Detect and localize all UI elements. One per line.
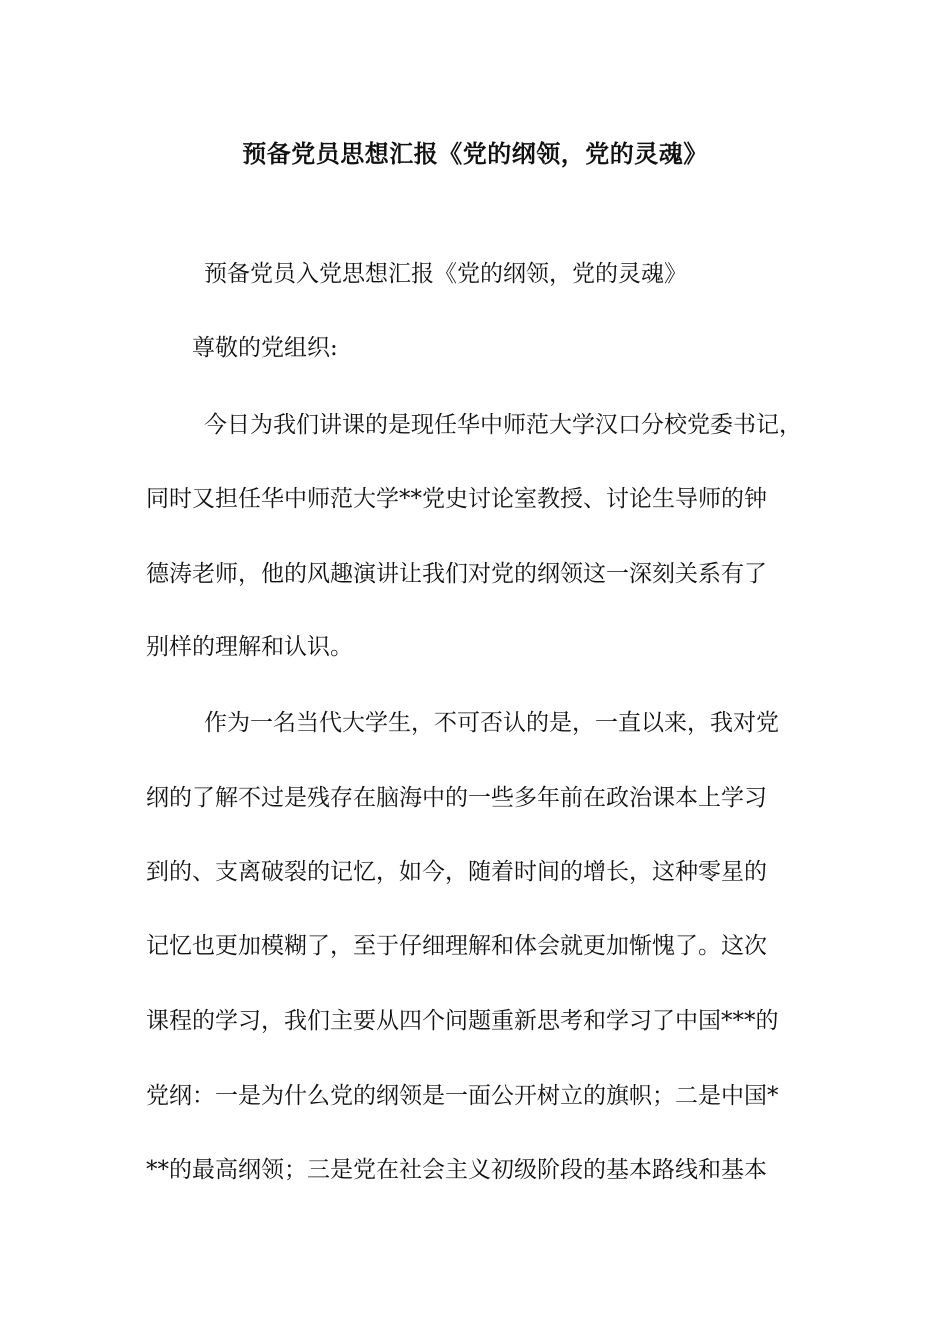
body-line: 德涛老师，他的风趣演讲让我们对党的纲领这一深刻关系有了 (146, 561, 767, 587)
body-line: 党纲：一是为什么党的纲领是一面公开树立的旗帜；二是中国* (146, 1083, 779, 1109)
body-line: 同时又担任华中师范大学**党史讨论室教授、讨论生导师的钟 (146, 486, 767, 512)
body-line: **的最高纲领；三是党在社会主义初级阶段的基本路线和基本 (146, 1157, 767, 1183)
document-title: 预备党员思想汇报《党的纲领，党的灵魂》 (242, 139, 708, 168)
body-line: 课程的学习，我们主要从四个问题重新思考和学习了中国***的 (146, 1008, 779, 1034)
body-line: 到的、支离破裂的记忆，如今，随着时间的增长，这种零星的 (146, 859, 767, 885)
body-line: 纲的了解不过是残存在脑海中的一些多年前在政治课本上学习 (146, 785, 767, 811)
body-line: 记忆也更加模糊了，至于仔细理解和体会就更加惭愧了。这次 (146, 933, 767, 959)
salutation-line: 尊敬的党组织: (192, 335, 338, 361)
body-line: 作为一名当代大学生，不可否认的是，一直以来，我对党 (204, 710, 779, 736)
subtitle-line: 预备党员入党思想汇报《党的纲领，党的灵魂》 (204, 261, 687, 287)
body-line: 今日为我们讲课的是现任华中师范大学汉口分校党委书记， (204, 412, 802, 438)
body-line: 别样的理解和认识。 (146, 634, 353, 660)
